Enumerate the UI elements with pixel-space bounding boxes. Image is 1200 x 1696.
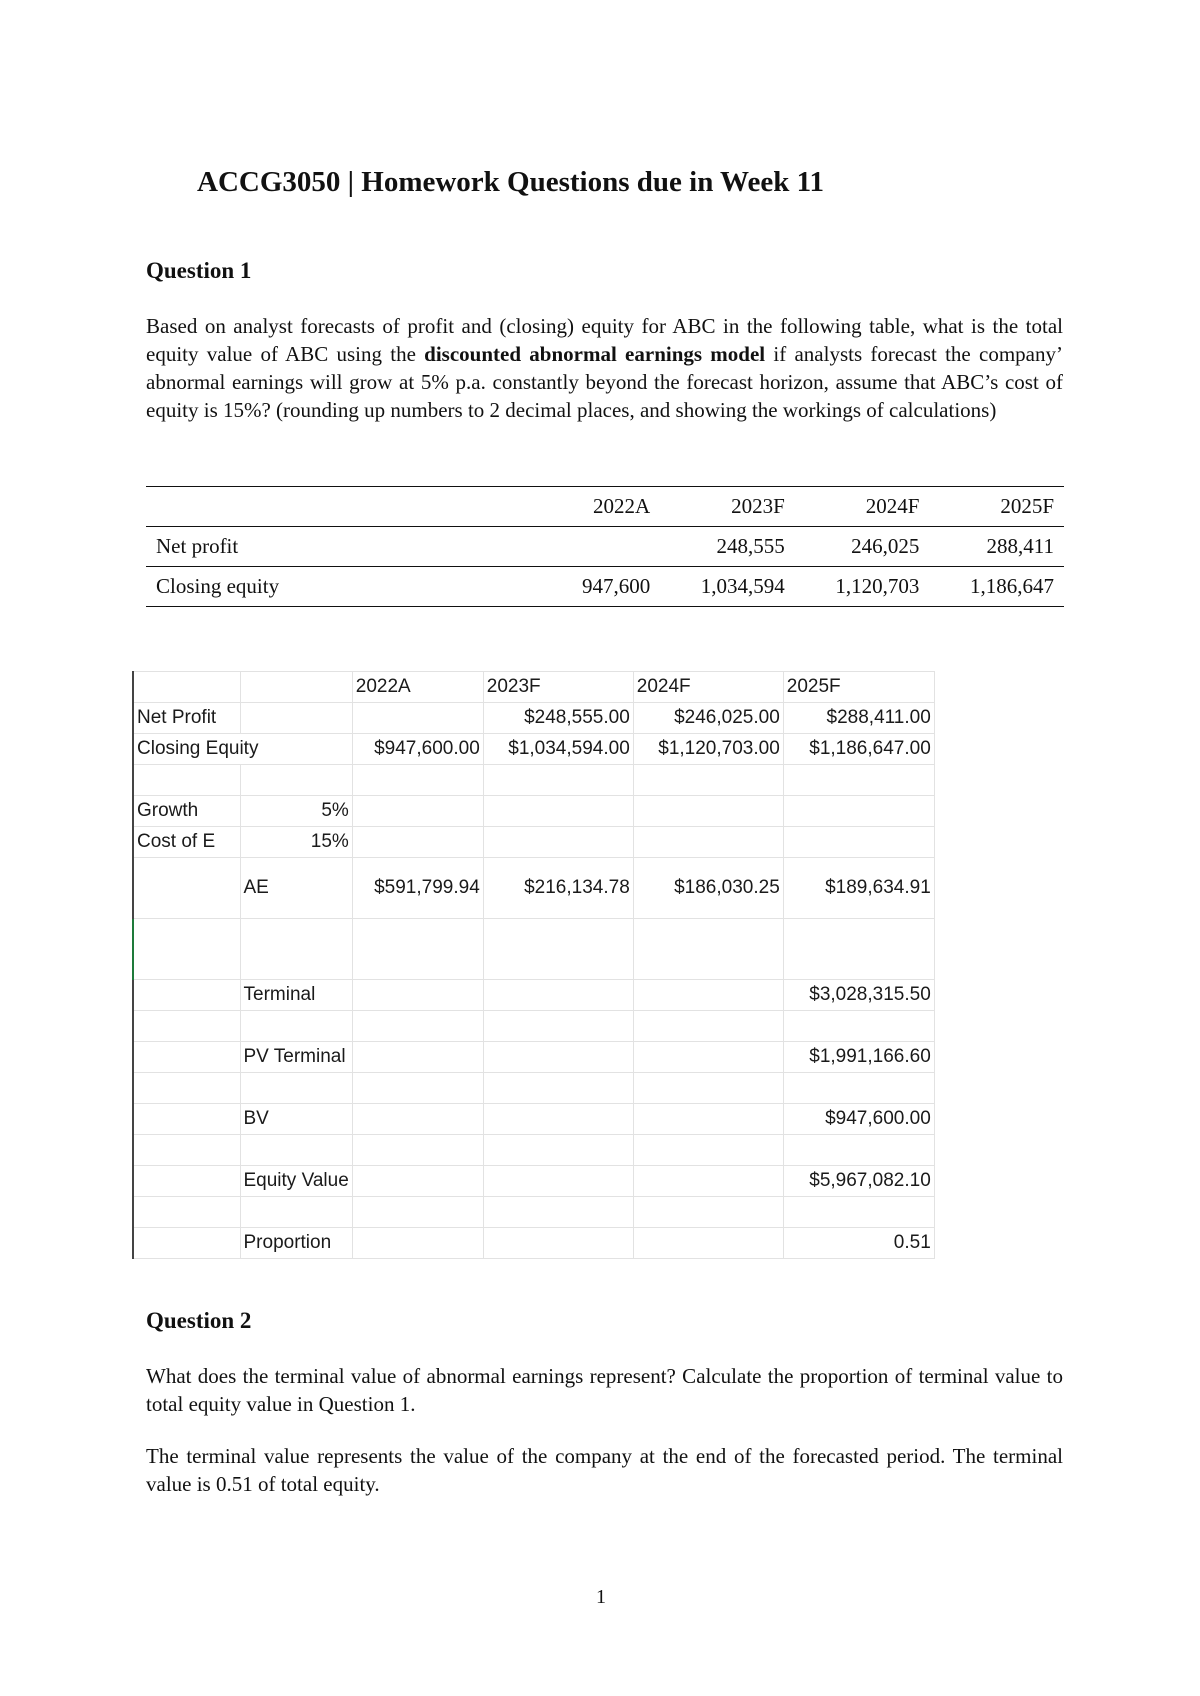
header-cell: 2022A [546,487,660,527]
sheet-cell: $1,034,594.00 [483,734,633,765]
sheet-cell: $248,555.00 [483,703,633,734]
sheet-cell [133,1104,240,1135]
sheet-cell [633,827,783,858]
sheet-cell [352,1228,483,1259]
sheet-cell [633,1011,783,1042]
sheet-cell [352,1042,483,1073]
sheet-cell [483,1104,633,1135]
sheet-label: Growth [133,796,240,827]
sheet-cell [783,1197,934,1228]
table-cell: 947,600 [546,567,660,607]
sheet-cell [133,672,240,703]
sheet-cell [352,796,483,827]
sheet-row-pv-terminal [133,1042,934,1073]
sheet-cell [783,1135,934,1166]
sheet-label: BV [240,1104,352,1135]
table-cell: 1,186,647 [929,567,1064,607]
sheet-cell [240,765,352,796]
sheet-label: AE [240,858,352,919]
sheet-header-cell: 2025F [783,672,934,703]
sheet-label: Cost of E [133,827,240,858]
sheet-cell [783,827,934,858]
spreadsheet-screenshot [132,671,935,1259]
sheet-row-growth [133,796,934,827]
question-1-text [146,312,1063,424]
sheet-cell: $1,186,647.00 [783,734,934,765]
sheet-cell [240,703,352,734]
question-1-text-part2: if analysts forecast the company’ abnormal earnings will grow at 5% p.a. constantly beyond the forecast horizon, assume that ABC’s cost of equity is 15%? (rounding up numbers to 2 decimal places, and showing the workings of calculations) [146,342,1063,422]
sheet-cell [240,1135,352,1166]
sheet-cell: $947,600.00 [783,1104,934,1135]
sheet-header-cell: 2024F [633,672,783,703]
sheet-label: Net Profit [133,703,240,734]
sheet-cell [483,1197,633,1228]
sheet-cell [633,1073,783,1104]
sheet-cell [633,980,783,1011]
sheet-cell [483,765,633,796]
sheet-cell [352,765,483,796]
sheet-cell [352,703,483,734]
sheet-header-row [133,672,934,703]
table-row [146,527,1064,567]
sheet-cell [352,1135,483,1166]
sheet-row-empty [133,919,934,980]
header-cell: 2023F [660,487,795,527]
sheet-cell [240,1011,352,1042]
sheet-cell: $3,028,315.50 [783,980,934,1011]
sheet-cell [133,1135,240,1166]
table-row [146,567,1064,607]
sheet-cell: $947,600.00 [352,734,483,765]
sheet-header-cell: 2023F [483,672,633,703]
sheet-cell [133,858,240,919]
table-cell: 288,411 [929,527,1064,567]
sheet-cell [352,1073,483,1104]
sheet-cell [483,827,633,858]
sheet-row-empty [133,1011,934,1042]
table-cell: 246,025 [795,527,930,567]
sheet-cell [352,919,483,980]
table-cell: 248,555 [660,527,795,567]
sheet-cell [633,765,783,796]
sheet-cell [483,1166,633,1197]
sheet-cell [133,1197,240,1228]
sheet-cell [483,980,633,1011]
sheet-cell [240,919,352,980]
sheet-cell: $216,134.78 [483,858,633,919]
sheet-cell: $5,967,082.10 [783,1166,934,1197]
question-2-text: What does the terminal value of abnormal earnings represent? Calculate the proportion of terminal value to total equity value in Question 1. [146,1364,1063,1416]
sheet-cell [240,1197,352,1228]
forecast-table [146,486,1064,607]
sheet-row-net-profit [133,703,934,734]
sheet-cell [633,1135,783,1166]
sheet-cell [783,796,934,827]
sheet-cell: $1,120,703.00 [633,734,783,765]
sheet-cell [783,1073,934,1104]
sheet-row-empty [133,1135,934,1166]
sheet-cell: $1,991,166.60 [783,1042,934,1073]
sheet-cell [483,796,633,827]
sheet-cell [133,765,240,796]
sheet-cell: $591,799.94 [352,858,483,919]
sheet-row-cost-of-equity [133,827,934,858]
header-cell [146,487,546,527]
sheet-cell [352,1197,483,1228]
sheet-row-proportion [133,1228,934,1259]
sheet-cell: $246,025.00 [633,703,783,734]
sheet-cell [352,1166,483,1197]
sheet-cell [633,796,783,827]
row-label: Closing equity [146,567,546,607]
page-number: 1 [596,1586,606,1608]
sheet-cell [633,1042,783,1073]
sheet-cell: $189,634.91 [783,858,934,919]
question-1-heading: Question 1 [146,258,252,283]
sheet-cell [240,1073,352,1104]
sheet-cell [133,1166,240,1197]
sheet-row-empty [133,1073,934,1104]
sheet-row-equity-value [133,1166,934,1197]
question-1-bold-term: discounted abnormal earnings model [424,342,766,366]
sheet-header-cell: 2022A [352,672,483,703]
sheet-label: Terminal [240,980,352,1011]
sheet-cell [783,765,934,796]
sheet-cell [633,1104,783,1135]
sheet-cell: $288,411.00 [783,703,934,734]
sheet-label: PV Terminal [240,1042,352,1073]
sheet-cell: 5% [240,796,352,827]
sheet-cell [633,1166,783,1197]
sheet-cell [133,1228,240,1259]
table-cell: 1,120,703 [795,567,930,607]
sheet-cell [133,1073,240,1104]
sheet-cell [240,672,352,703]
sheet-row-closing-equity [133,734,934,765]
sheet-row-bv [133,1104,934,1135]
sheet-cell: $186,030.25 [633,858,783,919]
row-label: Net profit [146,527,546,567]
document-title: ACCG3050 | Homework Questions due in Week 11 [197,166,824,198]
sheet-row-ae [133,858,934,919]
forecast-table-header [146,487,1064,527]
table-cell [546,527,660,567]
sheet-label: Proportion [240,1228,352,1259]
sheet-cell [352,1104,483,1135]
sheet-row-empty [133,1197,934,1228]
sheet-cell [633,919,783,980]
header-cell: 2024F [795,487,930,527]
sheet-label: Equity Value [240,1166,352,1197]
sheet-cell [352,980,483,1011]
sheet-cell [783,919,934,980]
sheet-cell [133,980,240,1011]
sheet-cell [483,1011,633,1042]
sheet-cell [352,1011,483,1042]
sheet-cell [133,919,240,980]
sheet-cell [483,919,633,980]
sheet-cell [633,1197,783,1228]
sheet-cell [352,827,483,858]
sheet-cell [483,1042,633,1073]
sheet-cell [133,1042,240,1073]
header-cell: 2025F [929,487,1064,527]
sheet-cell [483,1228,633,1259]
table-cell: 1,034,594 [660,567,795,607]
sheet-cell [633,1228,783,1259]
sheet-cell: 0.51 [783,1228,934,1259]
sheet-cell [483,1135,633,1166]
sheet-cell [483,1073,633,1104]
sheet-label: Closing Equity [133,734,352,765]
sheet-cell [783,1011,934,1042]
question-1-text-part1: Based on analyst forecasts of profit and (closing) equity for ABC in the following table, what is the total equity value of ABC using the [146,314,1063,366]
sheet-row-empty [133,765,934,796]
question-2-heading: Question 2 [146,1308,252,1333]
sheet-cell [133,1011,240,1042]
question-2-answer: The terminal value represents the value of the company at the end of the forecasted period. The terminal value is 0.51 of total equity. [146,1444,1063,1496]
sheet-row-terminal [133,980,934,1011]
sheet-cell: 15% [240,827,352,858]
